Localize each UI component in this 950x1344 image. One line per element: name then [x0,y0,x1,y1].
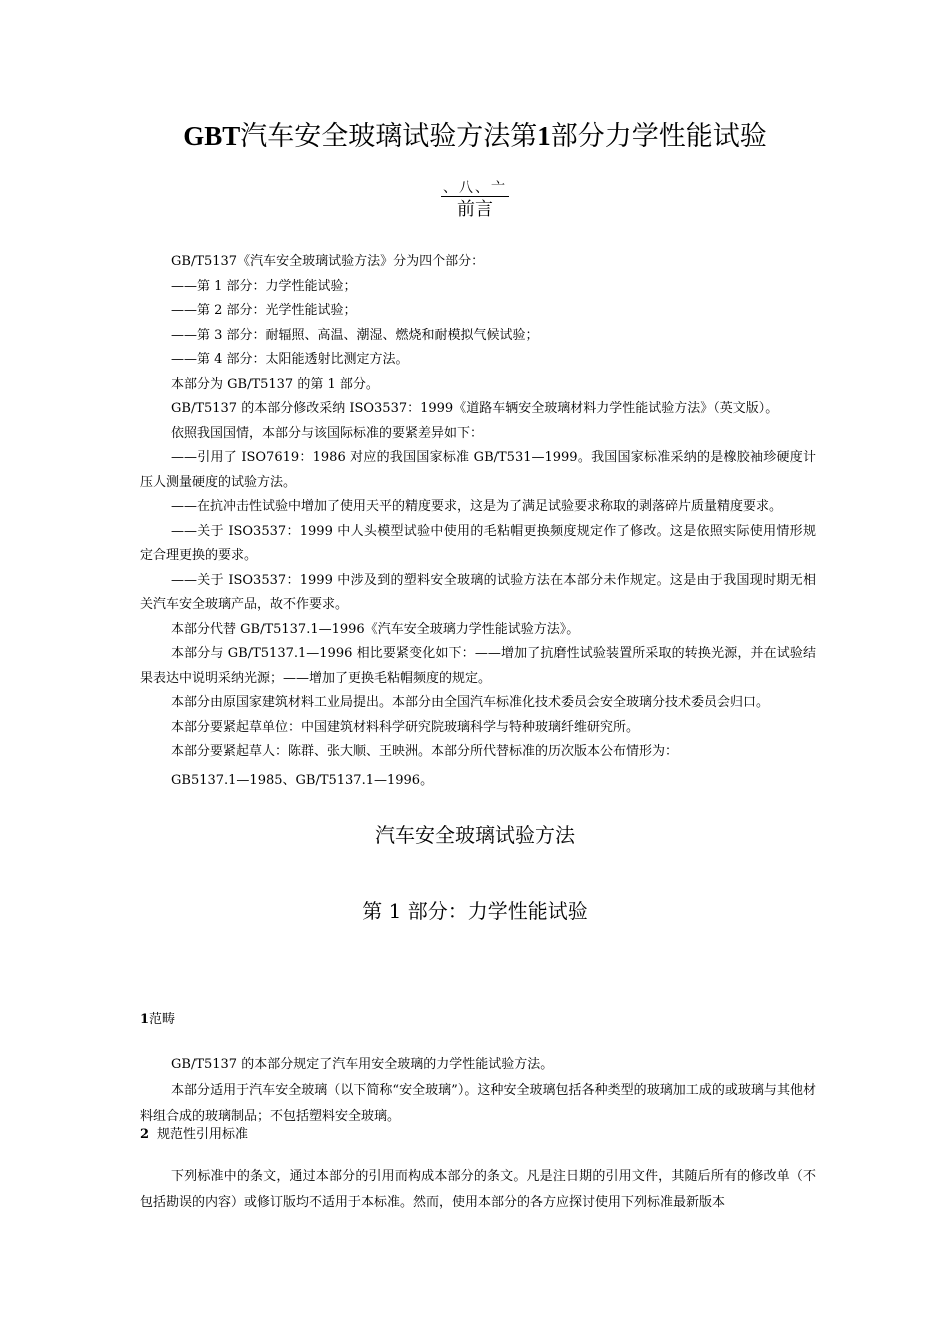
preface-paragraph: GB/T5137 的本部分修改采纳 ISO3537：1999《道路车辆安全玻璃材料力学性能试验方法》（英文版）。 [171,401,779,416]
standard-title: 汽车安全玻璃试验方法 [375,823,575,847]
title-number: 1 [537,121,551,151]
garbled-mark [0,179,950,197]
section-number: 2 [140,1127,150,1142]
preface-paragraph: 本部分代替 GB/T5137.1—1996《汽车安全玻璃力学性能试验方法》。 [171,621,580,637]
preface-paragraph: 本部分由原国家建筑材料工业局提出。本部分由全国汽车标准化技术委员会安全玻璃分技术委员会归口。 [171,695,770,710]
preface-paragraph: GB5137.1—1985、GB/T5137.1—1996。 [171,772,434,788]
preface-paragraph: ——第 4 部分：太阳能透射比测定方法。 [171,352,409,367]
section-1-heading [140,1008,816,1032]
preface-paragraph: 本部分与 GB/T5137.1—1996 相比要紧变化如下：——增加了抗磨性试验装置所采取的转换光源，并在试验结果表达中说明采纳光源；——增加了更换毛粘帽频度的规定。 [140,646,816,686]
section-1-body [140,1052,816,1130]
part-title: 第 1 部分：力学性能试验 [362,899,588,923]
section-2-heading [140,1123,816,1147]
title-text: 汽车安全玻璃试验方法第 [240,121,538,152]
preface-paragraph: ——第 2 部分：光学性能试验； [171,303,357,318]
preface-paragraph: 本部分要紧起草人：陈群、张大顺、王映洲。本部分所代替标准的历次版本公布情形为： [171,744,679,759]
section-paragraph: GB/T5137 的本部分规定了汽车用安全玻璃的力学性能试验方法。 [171,1057,554,1072]
garbled-mark-text: 、八、亠 [443,180,507,196]
preface-paragraph: ——关于 ISO3537：1999 中人头模型试验中使用的毛粘帽更换频度规定作了修改。这是依照实际使用情形规定合理更换的要求。 [140,523,816,563]
preface-paragraph: ——第 1 部分：力学性能试验； [171,278,357,294]
preface-body [140,250,816,793]
preface-paragraph: GB/T5137《汽车安全玻璃试验方法》分为四个部分： [171,254,485,269]
section-paragraph: 下列标准中的条文，通过本部分的引用而构成本部分的条文。凡是注日期的引用文件，其随后所有的修改单（不包括勘误的内容）或修订版均不适用于本标准。然而，使用本部分的各方应探讨使用下列标准最新版本 [140,1169,816,1210]
section-title: 范畴 [149,1012,176,1027]
section-title: 规范性引用标准 [157,1127,249,1142]
preface-paragraph: 本部分为 GB/T5137 的第 1 部分。 [171,376,379,392]
preface-paragraph: ——第 3 部分：耐辐照、高温、潮湿、燃烧和耐模拟气候试验； [171,327,539,343]
preface-paragraph: ——引用了 ISO7619：1986 对应的我国国家标准 GB/T531—1999。我国国家标准采纳的是橡胶袖珍硬度计压人测量硬度的试验方法。 [140,450,816,490]
preface-paragraph: 依照我国国情，本部分与该国际标准的要紧差异如下： [171,425,484,441]
document-title [0,116,950,157]
section-paragraph: 本部分适用于汽车安全玻璃（以下简称“安全玻璃”）。这种安全玻璃包括各种类型的玻璃加工成的或玻璃与其他材料组合成的玻璃制品；不包括塑料安全玻璃。 [140,1083,816,1124]
preface-paragraph: ——关于 ISO3537：1999 中涉及到的塑料安全玻璃的试验方法在本部分未作规定。这是由于我国现时期无相关汽车安全玻璃产品，故不作要求。 [140,572,816,612]
section-2-body [140,1164,816,1216]
section-number: 1 [140,1012,150,1027]
title-tail: 部分力学性能试验 [550,121,767,152]
preface-paragraph: 本部分要紧起草单位：中国建筑材料科学研究院玻璃科学与特种玻璃纤维研究所。 [171,719,640,735]
title-code: GBT [183,121,241,151]
preface-heading: 前言 [457,199,493,220]
preface-paragraph: ——在抗冲击性试验中增加了使用天平的精度要求，这是为了满足试验要求称取的剥落碎片质量精度要求。 [171,499,783,514]
